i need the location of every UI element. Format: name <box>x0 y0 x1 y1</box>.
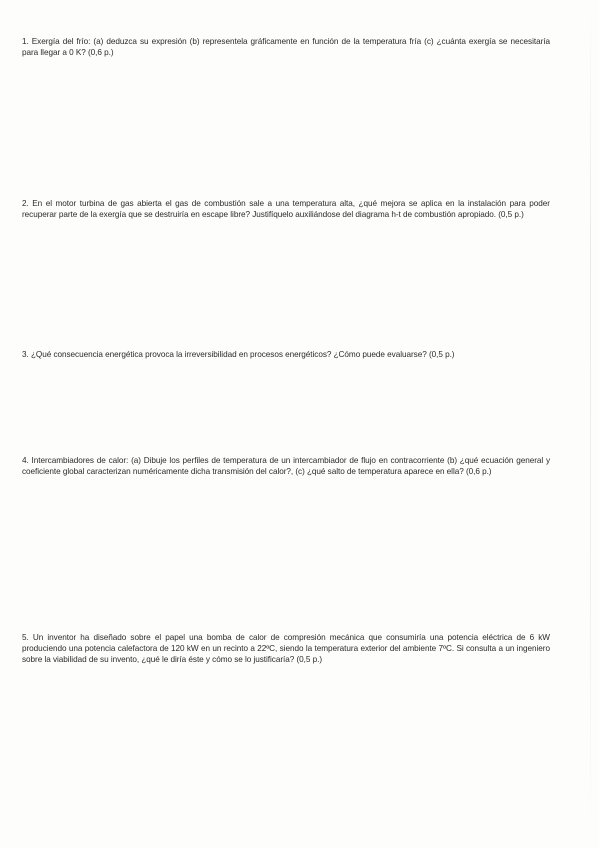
question-3 <box>22 349 550 360</box>
question-5-text: 5. Un inventor ha diseñado sobre el papel una bomba de calor de compresión mecánica que consumiría una potencia eléctrica de 6 kW produciendo una potencia calefactora de 120 kW en un recinto a 22ºC, siendo la temperatura exterior del ambiente 7ºC. Si consulta a un ingeniero sobre la viabilidad de su invento, ¿qué le diría éste y cómo se lo justificaría? (0,5 p.) <box>22 633 550 664</box>
question-4-text: 4. Intercambiadores de calor: (a) Dibuje los perfiles de temperatura de un intercambiador de flujo en contracorriente (b) ¿qué ecuación general y coeficiente global caracterizan numéricamente dicha transmisión del calor?, (c) ¿qué salto de temperatura aparece en ella? (0,6 p.) <box>22 456 550 476</box>
question-3-text: 3. ¿Qué consecuencia energética provoca la irreversibilidad en procesos energéticos? ¿Cómo puede evaluarse? (0,5 p.) <box>22 350 455 359</box>
question-1-text: 1. Exergía del frío: (a) deduzca su expresión (b) representela gráficamente en función de la temperatura fría (c) ¿cuánta exergía se necesitaría para llegar a 0 K? (0,6 p.) <box>22 37 550 57</box>
scan-edge <box>590 0 591 848</box>
question-4 <box>22 455 550 477</box>
question-1 <box>22 36 550 58</box>
question-5 <box>22 632 550 665</box>
question-2 <box>22 198 550 220</box>
question-2-text: 2. En el motor turbina de gas abierta el gas de combustión sale a una temperatura alta, ¿qué mejora se aplica en la instalación para poder recuperar parte de la exergía que se destruiría en escape libre? Justifíquelo auxiliándose del diagrama h-t de combustión apropiado. (0,5 p.) <box>22 199 550 219</box>
